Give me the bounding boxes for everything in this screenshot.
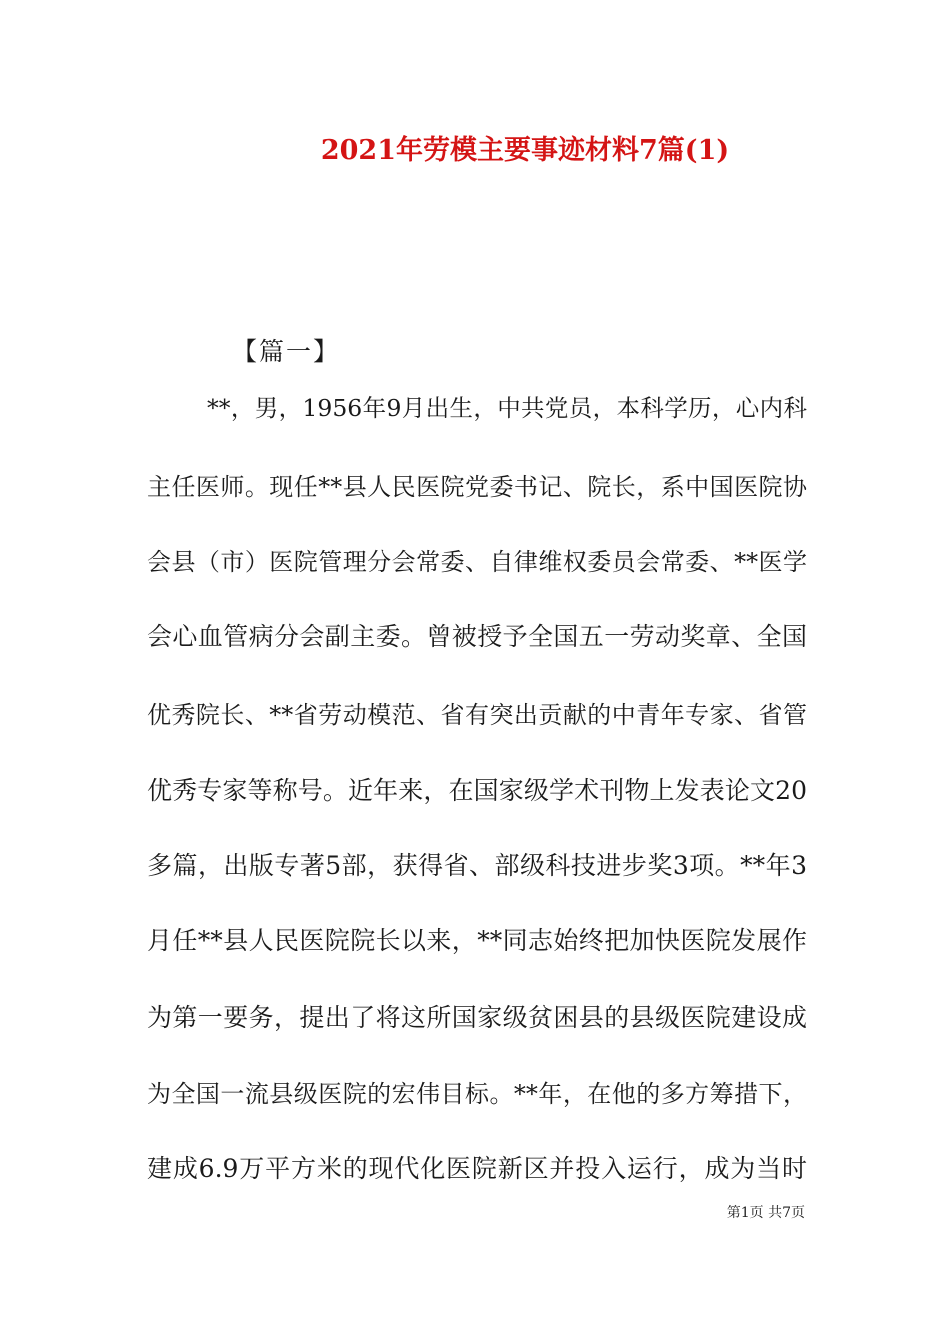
document-title: 2021年劳模主要事迹材料7篇(1): [320, 135, 730, 166]
section-heading: 【篇一】: [232, 337, 341, 366]
body-line: 主任医师。现任**县人民医院党委书记、院长，系中国医院协: [147, 473, 807, 501]
body-line: 优秀院长、**省劳动模范、省有突出贡献的中青年专家、省管: [147, 701, 807, 729]
body-line: 会县（市）医院管理分会常委、自律维权委员会常委、**医学: [147, 548, 807, 576]
body-line: **，男，1956年9月出生，中共党员，本科学历，心内科: [207, 394, 807, 422]
body-line: 为第一要务，提出了将这所国家级贫困县的县级医院建设成: [147, 1003, 807, 1032]
body-line: 为全国一流县级医院的宏伟目标。**年，在他的多方筹措下，: [147, 1080, 807, 1108]
page-number-footer: 第1页 共7页: [726, 1205, 805, 1221]
body-line: 优秀专家等称号。近年来，在国家级学术刊物上发表论文20: [147, 776, 807, 805]
body-line: 多篇，出版专著5部，获得省、部级科技进步奖3项。**年3: [147, 851, 807, 880]
body-line: 月任**县人民医院院长以来，**同志始终把加快医院发展作: [147, 926, 807, 955]
body-line: 建成6.9万平方米的现代化医院新区并投入运行，成为当时: [147, 1154, 807, 1183]
body-line: 会心血管病分会副主委。曾被授予全国五一劳动奖章、全国: [147, 622, 807, 651]
